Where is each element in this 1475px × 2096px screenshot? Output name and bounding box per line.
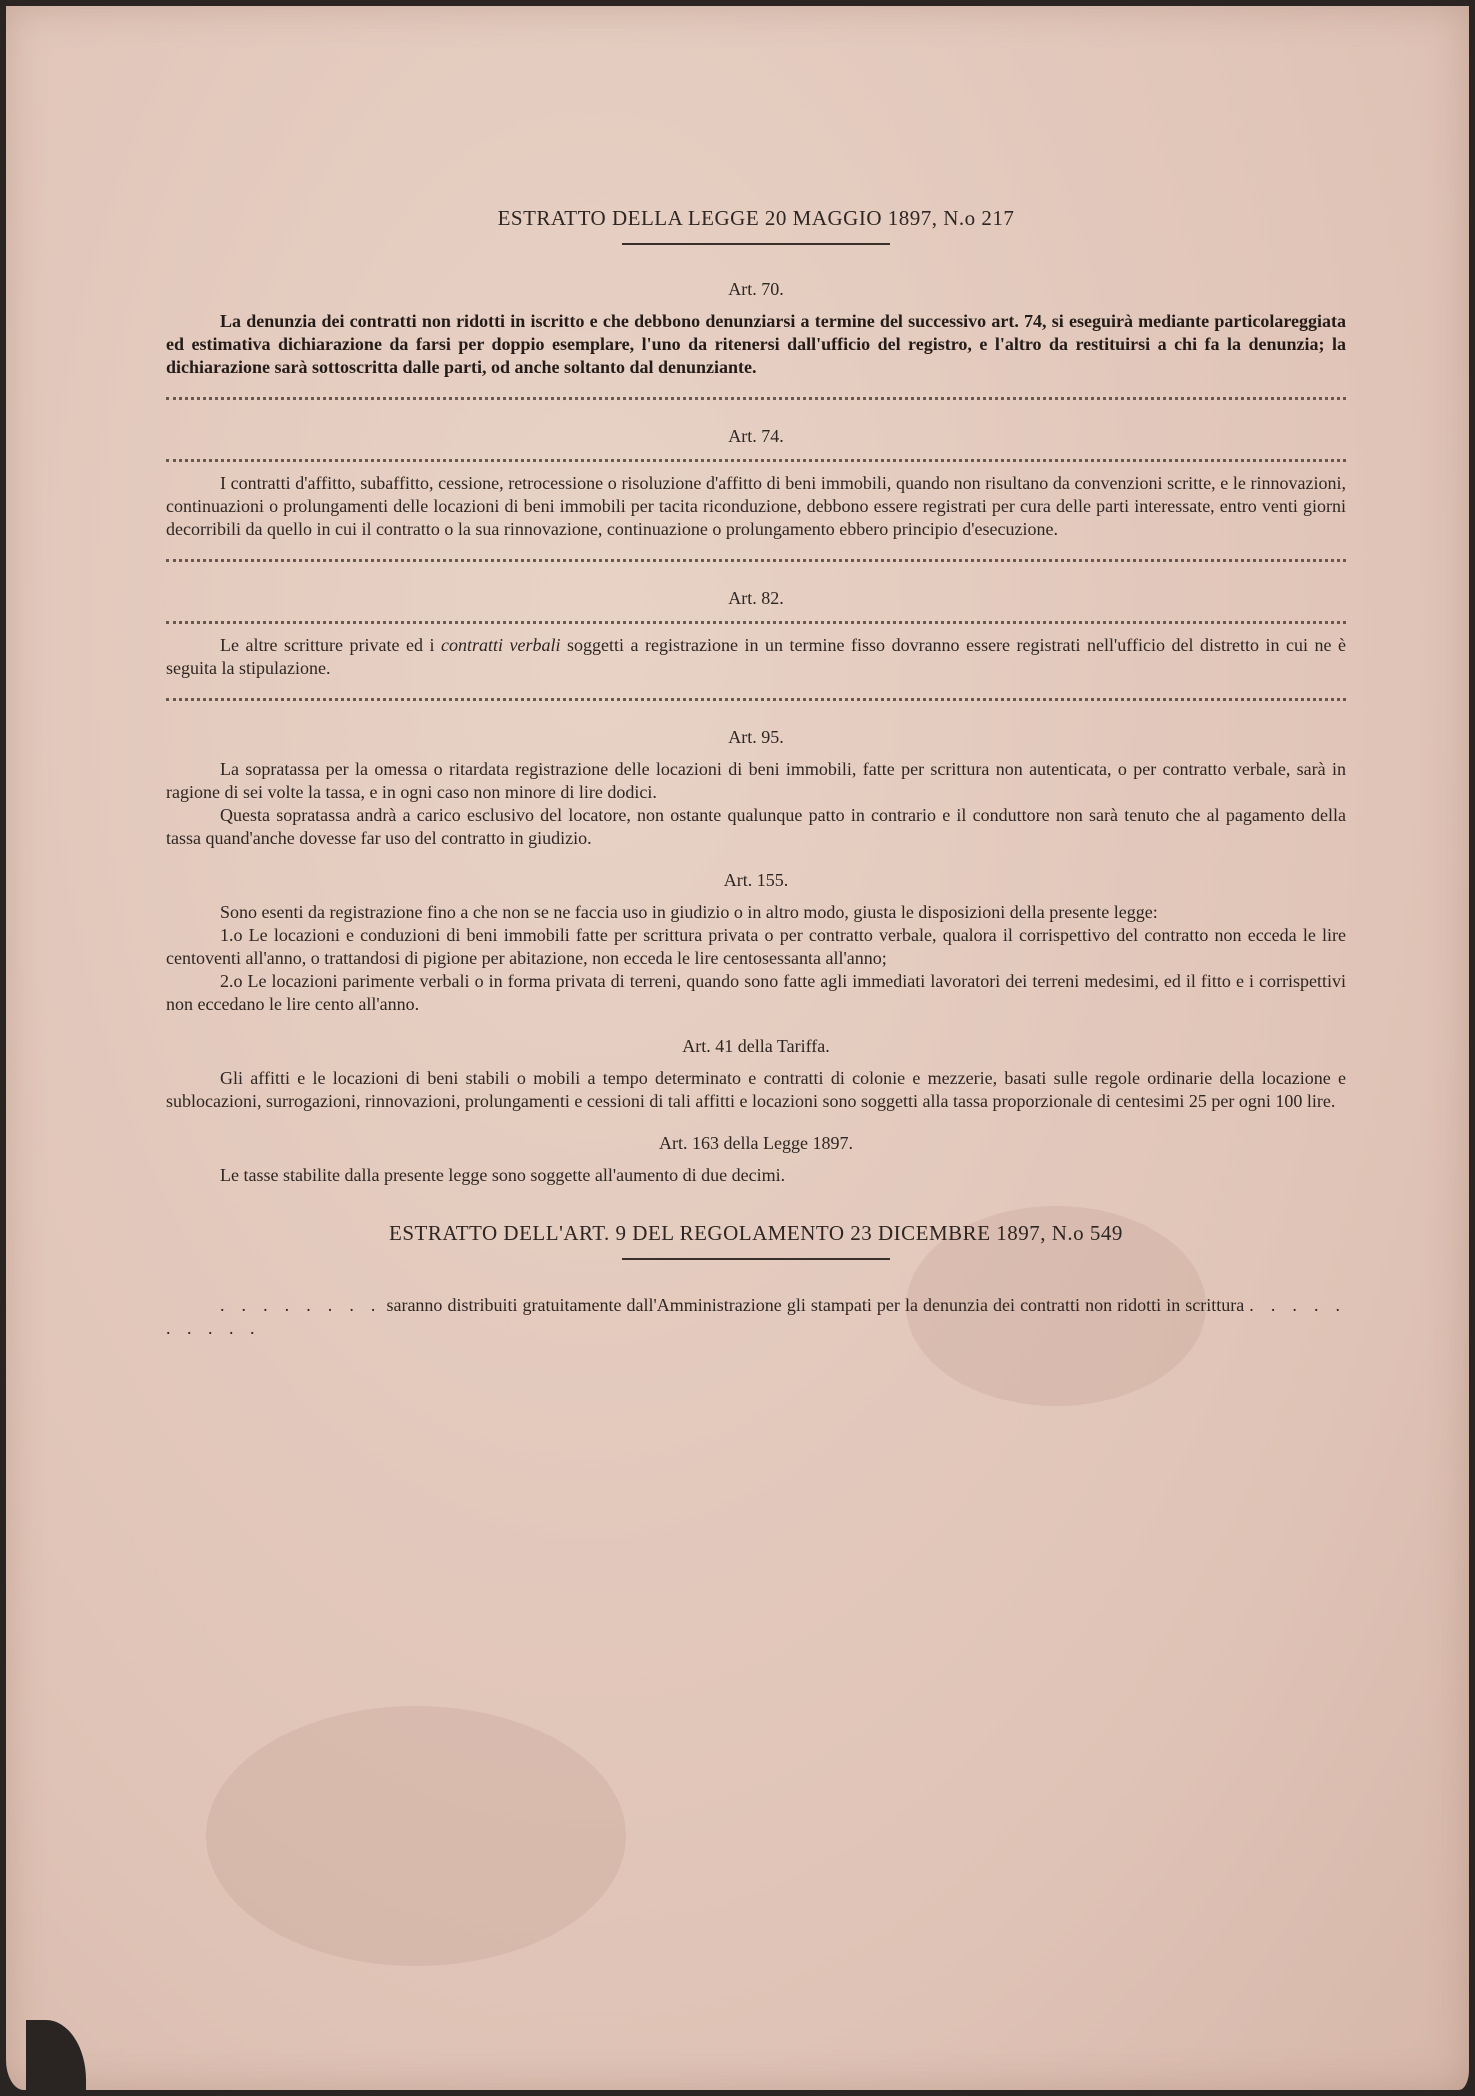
trailing-ellipsis: . . . . . . . . . . [166,1295,1347,1338]
article-heading: Art. 70. [728,279,784,299]
article-heading: Art. 163 della Legge 1897. [659,1133,853,1153]
article-paragraph: Questa sopratassa andrà a carico esclusivo del locatore, non ostante qualunque patto in contrario e il conduttore non sarà tenuto che al pagamento della tassa quand'anche dovesse far uso del contratto in giudizio. [166,805,1346,848]
article-heading: Art. 41 della Tariffa. [682,1036,830,1056]
article-paragraph: La denunzia dei contratti non ridotti in iscritto e che debbono denunziarsi a termine del successivo art. 74, si eseguirà mediante particolareggiata ed estimativa dichiarazione da farsi per doppio esemplare, l'uno da ritenersi dall'ufficio del registro, e l'altro da restituirsi a chi fa la denunzia; la dichiarazione sarà sottoscritta dalle parti, od anche soltanto dal denunziante. [166,311,1346,377]
title-rule [622,1258,890,1260]
article-heading: Art. 82. [728,588,784,608]
ellipsis-separator [166,698,1346,701]
document-body [166,206,1346,1340]
ellipsis-separator [166,397,1346,400]
article-paragraph: La sopratassa per la omessa o ritardata registrazione delle locazioni di beni immobili, fatte per scrittura non autenticata, o per contratto verbale, sarà in ragione di sei volte la tassa, e in ogni caso non minore di lire dodici. [166,759,1346,802]
article-paragraph: I contratti d'affitto, subaffitto, cessione, retrocessione o risoluzione d'affitto di beni immobili, quando non risultano da convenzioni scritte, e le rinnovazioni, continuazioni o prolungamenti delle locazioni di beni immobili per tacita riconduzione, debbono essere registrati per cura delle parti interessate, entro venti giorni decorribili da quello in cui il contratto o la sua rinnovazione, continuazione o prolungamento ebbero principio d'esecuzione. [166,473,1346,539]
title-rule [622,243,890,245]
article-paragraph: 1.o Le locazioni e conduzioni di beni immobili fatte per scrittura privata o per contratto verbale, qualora il corrispettivo del contratto non ecceda le lire centoventi all'anno, o trattandosi di pigione per abitazione, non ecceda le lire centosessanta all'anno; [166,925,1346,968]
article-paragraph: Le tasse stabilite dalla presente legge sono soggette all'aumento di due decimi. [220,1165,786,1185]
article-italic-text: contratti verbali [441,635,561,655]
regulation-title: ESTRATTO DELL'ART. 9 DEL REGOLAMENTO 23 DICEMBRE 1897, N.o 549 [389,1221,1123,1245]
document-title: ESTRATTO DELLA LEGGE 20 MAGGIO 1897, N.o 217 [497,206,1015,230]
ellipsis-separator [166,559,1346,562]
document-sheet [6,6,1469,2090]
article-text: Le altre scritture private ed i [220,635,441,655]
paper-stain [206,1706,626,1966]
article-paragraph: 2.o Le locazioni parimente verbali o in forma privata di terreni, quando sono fatte agli immediati lavoratori dei terreni medesimi, ed il fitto e i corrispettivi non eccedano le lire cento all'anno. [166,971,1346,1014]
article-heading: Art. 155. [723,870,789,890]
article-text: soggetti a registrazione in un termine fisso dovranno essere registrati nell'ufficio del distretto in cui ne è seguita la stipulazione. [166,635,1346,678]
regulation-paragraph [166,1294,1346,1340]
regulation-text: saranno distribuiti gratuitamente dall'Amministrazione gli stampati per la denunzia dei contratti non ridotti in scrittura [386,1295,1245,1315]
article-heading: Art. 74. [728,426,784,446]
article-paragraph [166,634,1346,680]
torn-corner [26,2020,86,2090]
article-heading: Art. 95. [728,727,784,747]
leading-ellipsis: . . . . . . . . [220,1295,382,1315]
ellipsis-separator [166,621,1346,624]
ellipsis-separator [166,459,1346,462]
article-paragraph: Gli affitti e le locazioni di beni stabili o mobili a tempo determinato e contratti di colonie e mezzerie, basati sulle regole ordinarie della locazione e sublocazioni, surrogazioni, rinnovazioni, prolungamenti e cessioni di tali affitti e locazioni sono soggetti alla tassa proporzionale di centesimi 25 per ogni 100 lire. [166,1068,1346,1111]
article-paragraph: Sono esenti da registrazione fino a che non se ne faccia uso in giudizio o in altro modo, giusta le disposizioni della presente legge: [220,902,1158,922]
